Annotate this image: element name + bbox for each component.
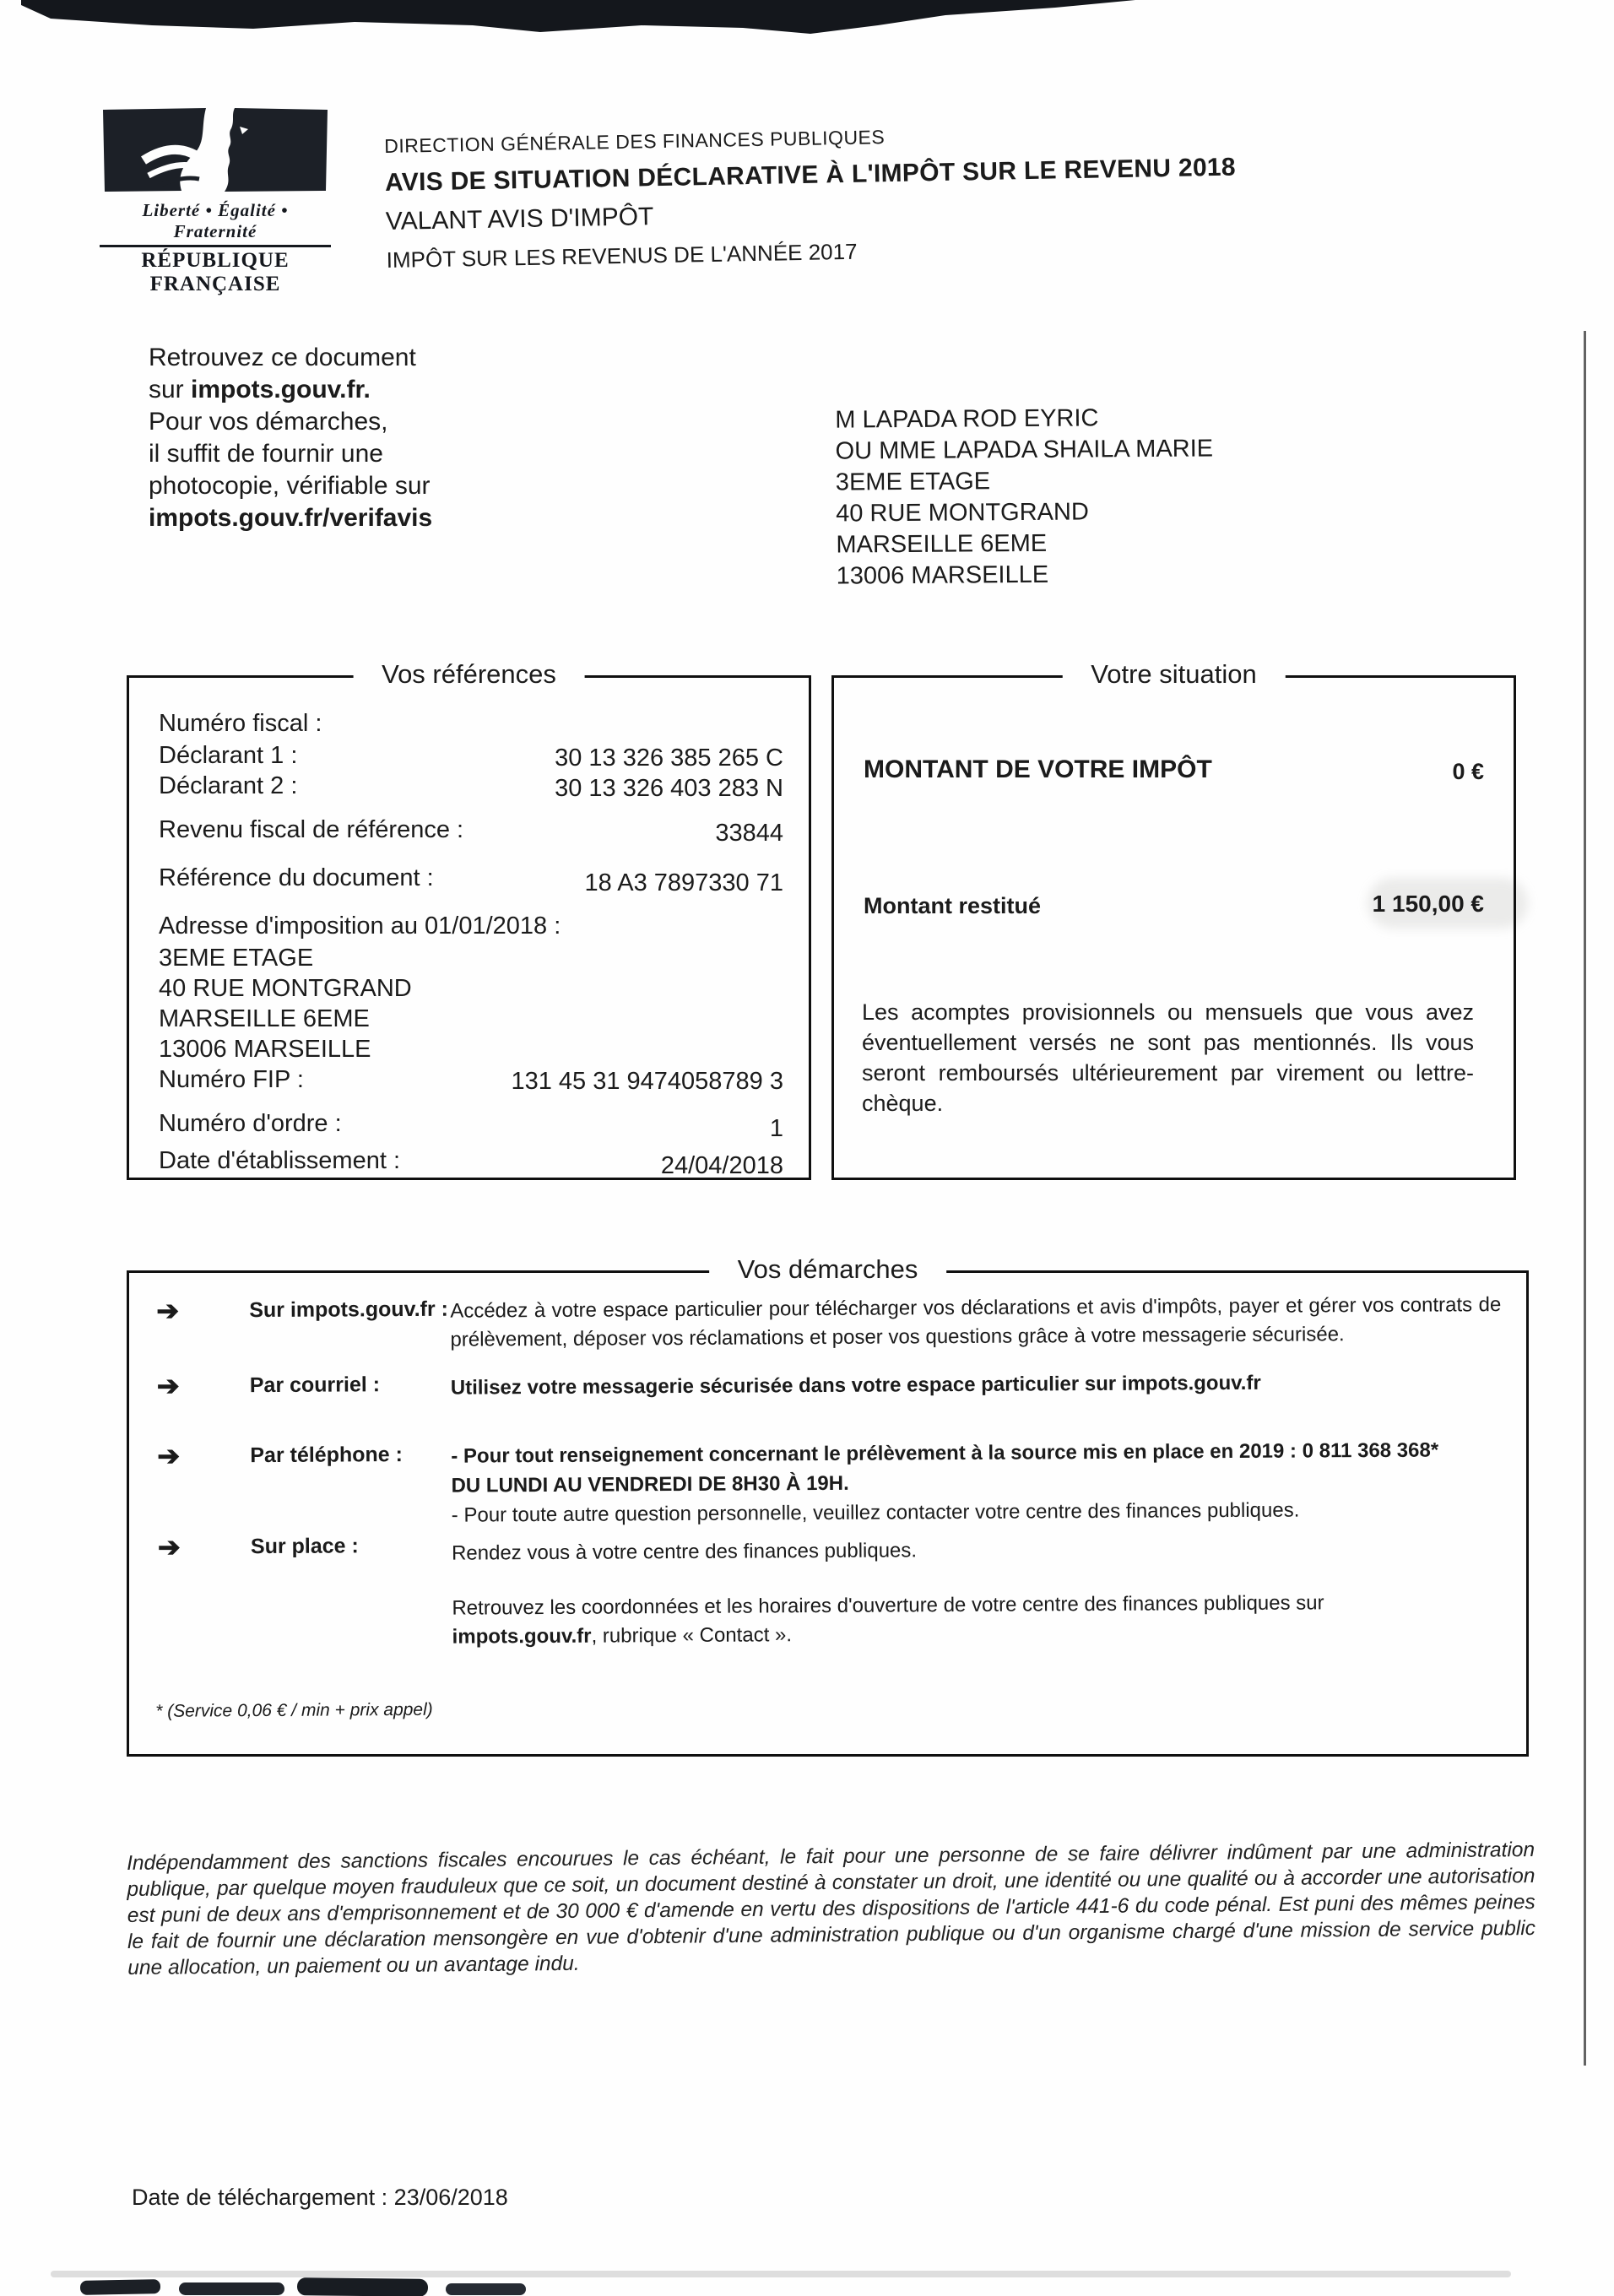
notice-line: Retrouvez ce document	[149, 344, 416, 371]
notice-line: il suffit de fournir une	[149, 440, 383, 468]
declarant1-label: Déclarant 1 :	[159, 742, 298, 769]
revenu-fiscal-value: 33844	[715, 820, 783, 847]
date-etablissement-value: 24/04/2018	[660, 1152, 783, 1179]
republique-francaise-logo	[100, 108, 331, 296]
notice-line	[149, 374, 432, 406]
reference-document-value: 18 A3 7897330 71	[584, 869, 783, 896]
download-date: Date de téléchargement : 23/06/2018	[132, 2185, 508, 2210]
arrow-right-icon: ➔	[157, 1440, 181, 1471]
recipient-address	[835, 402, 1214, 592]
demarches-row-text: Rendez vous à votre centre des finances publiques.	[451, 1539, 918, 1565]
scan-artifact-bottom-streak	[51, 2271, 1511, 2277]
contact-text: , rubrique « Contact ».	[591, 1623, 793, 1648]
situation-box	[831, 659, 1516, 1180]
demarches-phone-line3: - Pour toute autre question personnelle, veuillez contacter votre centre des finances publiques.	[451, 1498, 1300, 1527]
declarant2-value: 30 13 326 403 283 N	[555, 775, 783, 802]
adresse-imposition-line: 3EME ETAGE	[159, 945, 314, 972]
arrow-right-icon: ➔	[156, 1370, 180, 1401]
phone-cost-footnote: * (Service 0,06 € / min + prix appel)	[155, 1699, 433, 1721]
numero-fiscal-label: Numéro fiscal :	[159, 710, 322, 737]
document-header	[384, 120, 1238, 273]
montant-impot-label: MONTANT DE VOTRE IMPÔT	[864, 755, 1212, 783]
demarches-content	[129, 1264, 1529, 1754]
demarches-phone-line1: - Pour tout renseignement concernant le prélèvement à la source mis en place en 2019 : 0 811 368 368*	[451, 1438, 1439, 1468]
adresse-imposition-line: 40 RUE MONTGRAND	[159, 975, 412, 1002]
scan-artifact-bottom-blob	[297, 2277, 428, 2296]
arrow-right-icon: ➔	[156, 1295, 180, 1326]
demarches-row-text: Utilisez votre messagerie sécurisée dans votre espace particulier sur impots.gouv.fr	[450, 1371, 1261, 1400]
recipient-line: 40 RUE MONTGRAND	[836, 498, 1089, 528]
document-subtitle: VALANT AVIS D'IMPÔT	[385, 203, 654, 236]
scan-artifact-right-edge	[1584, 331, 1586, 2066]
notice-line: photocopie, vérifiable sur	[149, 472, 431, 500]
montant-restitue-label: Montant restitué	[864, 893, 1042, 918]
declarant2-label: Déclarant 2 :	[159, 772, 298, 799]
reference-document-label: Référence du document :	[159, 864, 434, 891]
montant-restitue-value: 1 150,00 €	[1372, 891, 1484, 917]
demarches-box	[127, 1254, 1529, 1757]
notice-verif-url: impots.gouv.fr/verifavis	[149, 504, 433, 532]
numero-fip-value: 131 45 31 9474058789 3	[511, 1068, 783, 1095]
references-box	[127, 659, 811, 1180]
demarches-row-label: Par téléphone :	[250, 1443, 403, 1468]
demarches-row-label: Sur impots.gouv.fr :	[249, 1297, 449, 1323]
recipient-line: 3EME ETAGE	[835, 468, 991, 496]
scan-artifact-bottom-blob	[446, 2283, 526, 2295]
online-notice	[149, 342, 432, 534]
scan-artifact-bottom-blob	[80, 2279, 160, 2295]
recipient-line: 13006 MARSEILLE	[836, 560, 1049, 590]
adresse-imposition-line: 13006 MARSEILLE	[159, 1036, 371, 1063]
document-subtitle-2: IMPÔT SUR LES REVENUS DE L'ANNÉE 2017	[386, 238, 858, 273]
numero-ordre-value: 1	[769, 1115, 783, 1142]
date-etablissement-label: Date d'établissement :	[159, 1147, 401, 1174]
revenu-fiscal-label: Revenu fiscal de référence :	[159, 816, 464, 843]
demarches-phone-line2: DU LUNDI AU VENDREDI DE 8H30 À 19H.	[451, 1471, 849, 1497]
scan-artifact-bottom-blob	[179, 2282, 284, 2295]
numero-fip-label: Numéro FIP :	[159, 1066, 304, 1093]
contact-text: Retrouvez les coordonnées et les horaires d'ouverture de votre centre des finances publiques sur	[452, 1591, 1324, 1620]
notice-line: Pour vos démarches,	[149, 408, 388, 436]
contact-url: impots.gouv.fr	[452, 1624, 592, 1649]
demarches-row-label: Par courriel :	[249, 1373, 381, 1398]
numero-ordre-label: Numéro d'ordre :	[159, 1110, 342, 1137]
logo-motto: Liberté • Égalité • Fraternité	[142, 200, 289, 241]
recipient-line: OU MME LAPADA SHAILA MARIE	[835, 435, 1214, 465]
arrow-right-icon: ➔	[157, 1531, 181, 1562]
montant-impot-value: 0 €	[1452, 759, 1484, 784]
document-title: AVIS DE SITUATION DÉCLARATIVE À L'IMPÔT SUR LE REVENU 2018	[384, 153, 1237, 197]
demarches-row-text: Accédez à votre espace particulier pour télécharger vos déclarations et avis d'impôts, payer et gérer vos contrats de prélèvement, déposer vos réclamations et poser vos questions grâce à votre messagerie sécurisée.	[450, 1293, 1502, 1351]
legal-notice: Indépendamment des sanctions fiscales encourues le cas échéant, le fait pour une personne de se faire délivrer indûment par une administration publique, par quelque moyen frauduleux que ce soit, un document destiné à constater un droit, une identité ou une qualité ou à accorder une autorisation est puni de deux ans d'emprisonnement et de 30 000 € d'amende en vertu des dispositions de l'article 441-6 du code pénal. Est puni des mêmes peines le fait de fournir une déclaration mensongère en vue d'obtenir d'une administration publique ou d'un organisme chargé d'une mission de service public une allocation, un paiement ou un avantage indu.	[127, 1838, 1536, 1979]
notice-url: impots.gouv.fr.	[191, 376, 371, 403]
adresse-imposition-label: Adresse d'imposition au 01/01/2018 :	[159, 912, 561, 940]
adresse-imposition-line: MARSEILLE 6EME	[159, 1005, 370, 1032]
marianne-logo-icon	[100, 108, 331, 192]
logo-divider	[100, 245, 331, 247]
notice-text: sur	[149, 376, 192, 403]
acomptes-note: Les acomptes provisionnels ou mensuels que vous avez éventuellement versés ne sont pas mentionnés. Ils vous seront remboursés ultérieurement par virement ou lettre-chèque.	[862, 999, 1474, 1116]
demarches-box-title: Vos démarches	[709, 1254, 947, 1285]
demarches-contact-note	[452, 1588, 1448, 1651]
recipient-line: M LAPADA ROD EYRIC	[835, 404, 1099, 434]
agency-name: DIRECTION GÉNÉRALE DES FINANCES PUBLIQUES	[384, 126, 886, 157]
scan-artifact-top	[0, 0, 1182, 41]
demarches-row-label: Sur place :	[250, 1534, 359, 1559]
situation-box-title: Votre situation	[1062, 659, 1285, 690]
declarant1-value: 30 13 326 385 265 C	[555, 745, 783, 772]
recipient-line: MARSEILLE 6EME	[836, 529, 1048, 559]
logo-country: RÉPUBLIQUE FRANÇAISE	[141, 249, 290, 295]
references-box-title: Vos références	[353, 659, 585, 690]
